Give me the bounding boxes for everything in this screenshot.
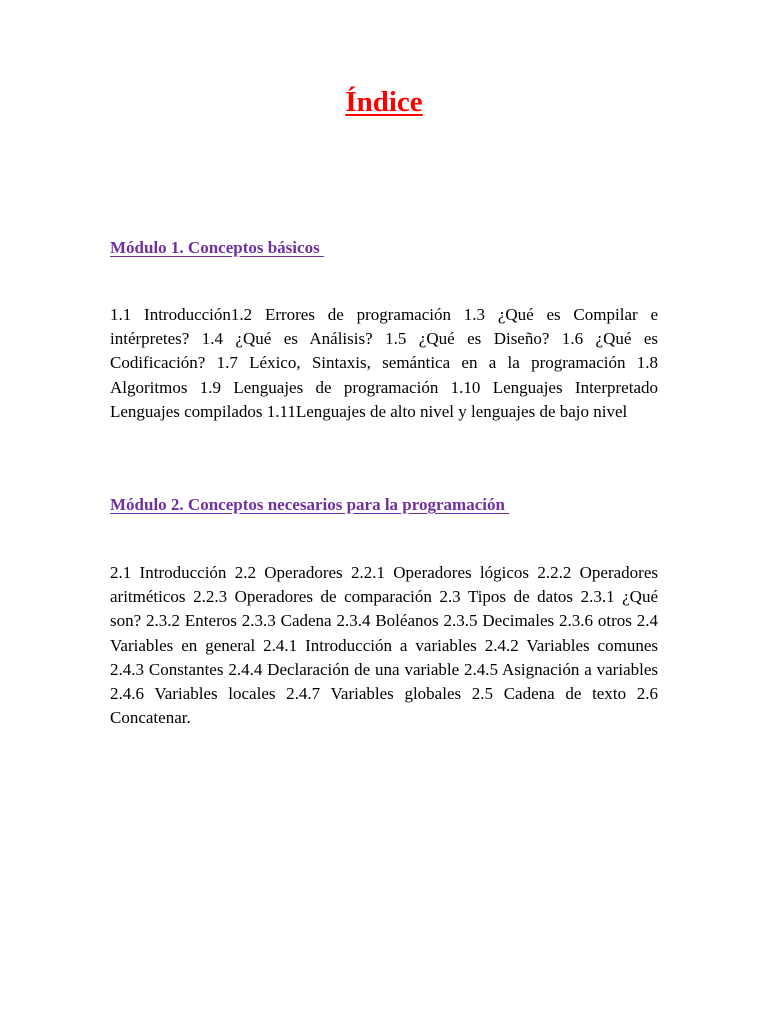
module-2-contents: 2.1 Introducción 2.2 Operadores 2.2.1 Operadores lógicos 2.2.2 Operadores aritméticos 2.2.3 Operadores de comparación 2.3 Tipos de datos 2.3.1 ¿Qué son? 2.3.2 Enteros 2.3.3 Cadena 2.3.4 Boléanos 2.3.5 Decimales 2.3.6 otros 2.4 Variables en general 2.4.1 Introducción a variables 2.4.2 Variables comunes 2.4.3 Constantes 2.4.4 Declaración de una variable 2.4.5 Asignación a variables 2.4.6 Variables locales 2.4.7 Variables globales 2.5 Cadena de texto 2.6 Concatenar. — [110, 563, 658, 728]
page-title: Índice — [345, 86, 423, 118]
module-1-heading: Módulo 1. Conceptos básicos — [110, 238, 324, 257]
module-1-contents: 1.1 Introducción1.2 Errores de programación 1.3 ¿Qué es Compilar e intérpretes? 1.4 ¿Qué es Análisis? 1.5 ¿Qué es Diseño? 1.6 ¿Qué es Codificación? 1.7 Léxico, Sintaxis, semántica en a la programación 1.8 Algoritmos 1.9 Lenguajes de programación 1.10 Lenguajes Interpretado Lenguajes compilados 1.11Lenguajes de alto nivel y lenguajes de bajo nivel — [110, 305, 658, 421]
module-2-heading: Módulo 2. Conceptos necesarios para la programación — [110, 495, 510, 514]
